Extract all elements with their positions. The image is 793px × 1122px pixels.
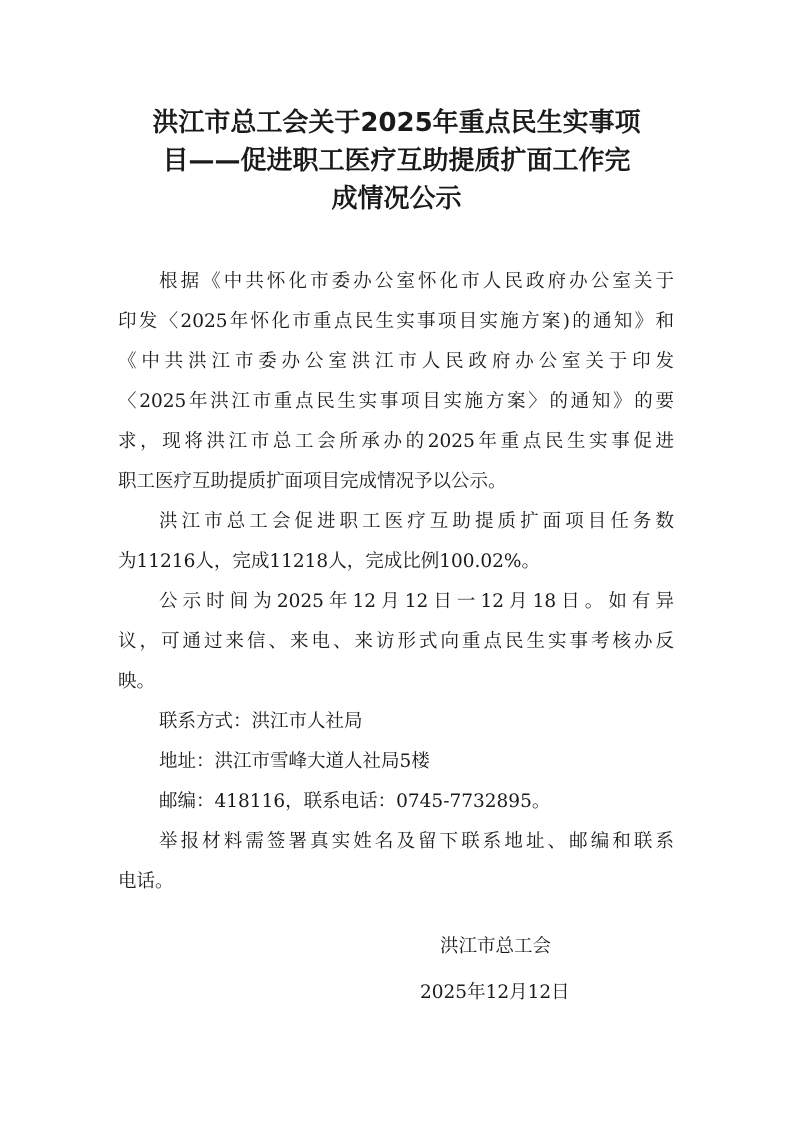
document-body — [118, 262, 674, 902]
signature-organization: 洪江市总工会 — [440, 936, 552, 957]
paragraph-task-completion — [118, 502, 674, 582]
text-line: 为11216人，完成11218人，完成比例100.02%。 — [118, 551, 541, 572]
text-line: 求，现将洪江市总工会所承办的2025年重点民生实事促进 — [118, 431, 674, 452]
title-line: 洪江市总工会关于2025年重点民生实事项 — [152, 108, 641, 138]
text-line: 邮编：418116，联系电话：0745-7732895。 — [159, 791, 551, 812]
text-line: 〈2025年洪江市重点民生实事项目实施方案〉的通知》的要 — [118, 391, 674, 412]
text-line: 根据《中共怀化市委办公室怀化市人民政府办公室关于 — [159, 271, 674, 292]
text-line: 联系方式：洪江市人社局 — [159, 711, 363, 732]
signature-date: 2025年12月12日 — [420, 982, 570, 1003]
text-line: 议，可通过来信、来电、来访形式向重点民生实事考核办反 — [118, 631, 674, 652]
paragraph-postcode-phone — [118, 782, 674, 822]
text-line: 映。 — [118, 671, 156, 692]
document-title — [110, 104, 683, 218]
text-line: 印发〈2025年怀化市重点民生实事项目实施方案)的通知》和 — [118, 311, 674, 332]
paragraph-contact — [118, 702, 674, 742]
text-line: 公示时间为2025年12月12日一12月18日。如有异 — [159, 591, 674, 612]
title-line: 成情况公示 — [331, 184, 462, 214]
paragraph-report-note — [118, 822, 674, 902]
text-line: 地址：洪江市雪峰大道人社局5楼 — [159, 751, 430, 772]
text-line: 电话。 — [118, 871, 174, 892]
paragraph-address — [118, 742, 674, 782]
text-line: 洪江市总工会促进职工医疗互助提质扩面项目任务数 — [159, 511, 674, 532]
text-line: 举报材料需签署真实姓名及留下联系地址、邮编和联系 — [159, 831, 674, 852]
title-line: 目——促进职工医疗互助提质扩面工作完 — [162, 146, 631, 176]
paragraph-publicity-period — [118, 582, 674, 702]
text-line: 《中共洪江市委办公室洪江市人民政府办公室关于印发 — [118, 351, 674, 372]
text-line: 职工医疗互助提质扩面项目完成情况予以公示。 — [118, 471, 507, 492]
paragraph-basis — [118, 262, 674, 502]
